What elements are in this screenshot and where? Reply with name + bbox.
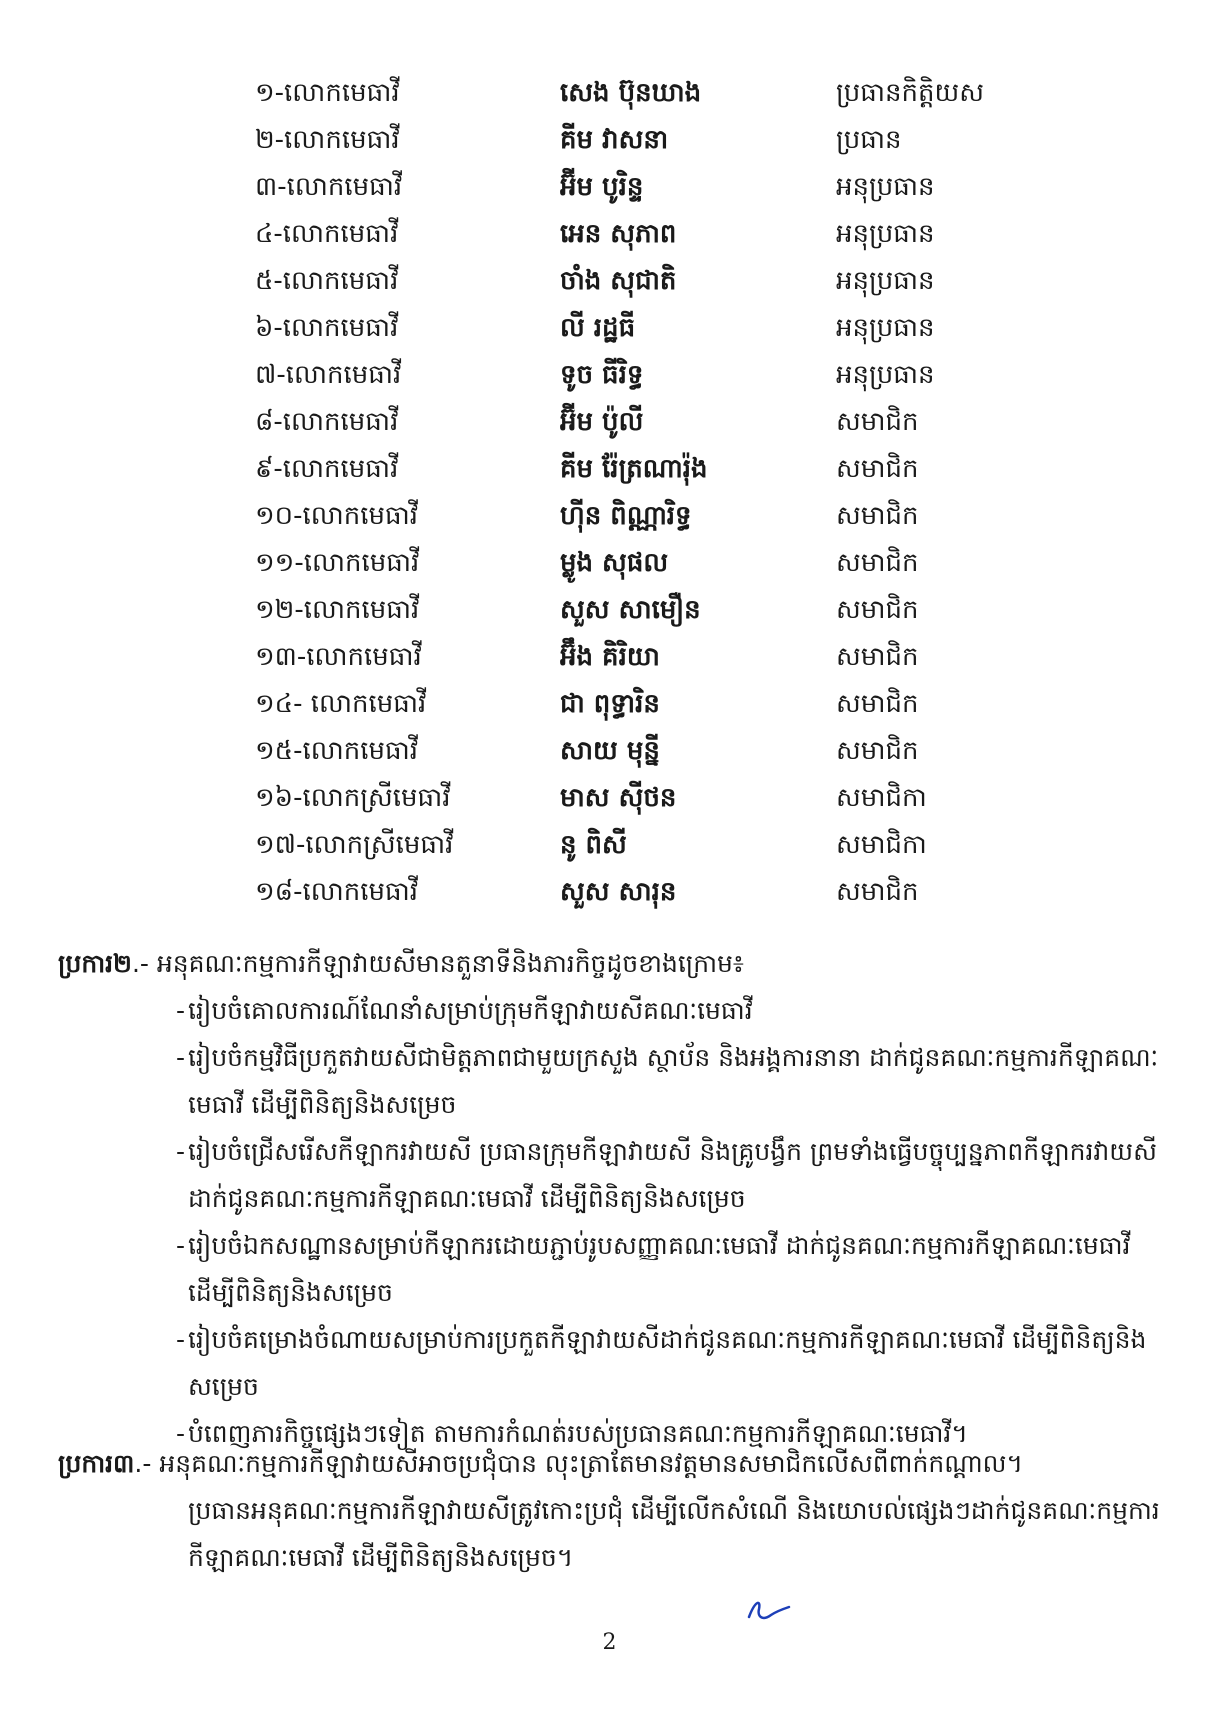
member-role: សមាជិក [836,689,919,719]
member-row [0,70,1219,117]
member-role: ប្រធានកិត្តិយស [836,78,985,108]
bullet-dash: - [176,1137,186,1166]
member-row [0,634,1219,681]
article-3-body: ប្រធានអនុគណៈកម្មការកីឡាវាយសីត្រូវកោះប្រជុំ ដើម្បីលើកសំណើ និងយោបល់ផ្សេងៗដាក់ជូនគណៈកម្មការកីឡាគណៈមេធាវី ដើម្បីពិនិត្យនិងសម្រេច។ [188,1496,1160,1572]
bullet-dash: - [176,1419,186,1448]
member-role: សមាជិកា [836,783,927,813]
member-number: ១០-លោកមេធាវី [255,501,418,531]
list-item [58,1034,1168,1128]
member-row [0,446,1219,493]
member-role: អនុប្រធាន [836,360,935,390]
member-role: អនុប្រធាន [836,219,935,249]
member-row [0,305,1219,352]
member-name: ចាំង សុជាតិ [560,266,677,296]
member-role: អនុប្រធាន [836,266,935,296]
member-number: ៤-លោកមេធាវី [255,219,399,249]
member-role: សមាជិក [836,736,919,766]
member-number: ១៧-លោកស្រីមេធាវី [255,830,454,860]
member-name: នូ ពិសី [560,830,627,860]
bullet-dash: - [176,1325,186,1354]
member-row [0,117,1219,164]
member-name: អ៊ឹង គិរិយា [560,642,660,672]
member-name: គីម រ៉ែត្រណារ៉ុង [560,454,708,484]
member-name: សួស សារុន [560,877,677,907]
member-number: ៨-លោកមេធាវី [255,407,399,437]
list-item-text: បំពេញភារកិច្ចផ្សេងៗទៀត តាមការកំណត់របស់ប្រធានគណៈកម្មការកីឡាគណៈមេធាវី។ [188,1419,968,1448]
article-3-label: ប្រការ៣ [58,1449,135,1478]
member-number: ១២-លោកមេធាវី [255,595,420,625]
member-role: សមាជិក [836,642,919,672]
member-name: ហ៊ីន ពិណ្ណារិទ្ធ [560,501,692,531]
list-item-text: រៀបចំគោលការណ៍ណែនាំសម្រាប់ក្រុមកីឡាវាយសីគណៈមេធាវី [188,996,753,1025]
list-item-text: រៀបចំគម្រោងចំណាយសម្រាប់ការប្រកួតកីឡាវាយសីដាក់ជូនគណៈកម្មការកីឡាគណៈមេធាវី ដើម្បីពិនិត្យនិងសម្រេច [188,1325,1147,1401]
handwritten-initial [745,1595,793,1625]
member-name: អេន សុភាព [560,219,677,249]
article-3-heading [58,1440,1168,1487]
member-name: លី រដ្ឋធី [560,313,636,343]
bullet-dash: - [176,1231,186,1260]
article-2-heading [58,940,1168,987]
article-3 [58,1440,1168,1581]
article-2-label: ប្រការ២ [58,949,132,978]
member-row [0,681,1219,728]
member-number: ៩-លោកមេធាវី [255,454,399,484]
list-item-text: រៀបចំកម្មវិធីប្រកួតវាយសីជាមិត្តភាពជាមួយក្រសួង ស្ថាប័ន និងអង្គការនានា ដាក់ជូនគណៈកម្មការកីឡាគណៈមេធាវី ដើម្បីពិនិត្យនិងសម្រេច [188,1043,1159,1119]
member-role: សមាជិក [836,595,919,625]
list-item [58,1316,1168,1410]
article-3-intro: អនុគណៈកម្មការកីឡាវាយសីអាចប្រជុំបាន លុះត្រាតែមានវត្តមានសមាជិកលើសពីពាក់កណ្តាល។ [159,1449,1023,1478]
member-role: សមាជិក [836,877,919,907]
member-name: ទូច ធីរិទ្ធ [560,360,644,390]
bullet-dash: - [176,996,186,1025]
member-name: សាយ មុន្នី [560,736,660,766]
member-role: សមាជិក [836,548,919,578]
member-row [0,211,1219,258]
member-number: ១-លោកមេធាវី [255,78,400,108]
article-3-separator: .- [134,1449,160,1478]
member-number: ១១-លោកមេធាវី [255,548,420,578]
bullet-dash: - [176,1043,186,1072]
article-2-intro: អនុគណៈកម្មការកីឡាវាយសីមានតួនាទីនិងភារកិច្ចដូចខាងក្រោម៖ [156,949,744,978]
member-number: ១៦-លោកស្រីមេធាវី [255,783,451,813]
member-name: ម្លូង សុផល [560,548,669,578]
article-2-separator: .- [131,949,157,978]
member-number: ២-លោកមេធាវី [255,125,400,155]
member-row [0,869,1219,916]
member-name: សេង ប៊ុនឃាង [560,78,702,108]
member-number: ១៨-លោកមេធាវី [255,877,418,907]
member-name: គីម វាសនា [560,125,669,155]
member-row [0,587,1219,634]
member-number: ៣-លោកមេធាវី [255,172,403,202]
member-role: អនុប្រធាន [836,313,935,343]
member-role: សមាជិក [836,454,919,484]
member-number: ១៤- លោកមេធាវី [255,689,427,719]
member-number: ១៣-លោកមេធាវី [255,642,422,672]
member-row [0,493,1219,540]
article-2-duties [58,987,1168,1457]
member-role: សមាជិក [836,407,919,437]
member-row [0,822,1219,869]
member-name: អ៊ីម បូរិន្ទ [560,172,644,202]
member-row [0,399,1219,446]
member-name: មាស ស៊ីថន [560,783,677,813]
member-row [0,728,1219,775]
member-row [0,352,1219,399]
member-row [0,164,1219,211]
member-row [0,775,1219,822]
member-row [0,540,1219,587]
member-list [0,70,1219,916]
member-number: ៥-លោកមេធាវី [255,266,399,296]
list-item [58,1222,1168,1316]
member-number: ៧-លោកមេធាវី [255,360,402,390]
member-name: ជា ពុទ្ធារិន [560,689,660,719]
member-role: សមាជិកា [836,830,927,860]
member-number: ៦-លោកមេធាវី [255,313,399,343]
member-role: អនុប្រធាន [836,172,935,202]
article-2 [58,940,1168,1457]
list-item-text: រៀបចំឯកសណ្ឋានសម្រាប់កីឡាករដោយភ្ជាប់រូបសញ្ញាគណៈមេធាវី ដាក់ជូនគណៈកម្មការកីឡាគណៈមេធាវី ដើម្បីពិនិត្យនិងសម្រេច [188,1231,1131,1307]
member-number: ១៥-លោកមេធាវី [255,736,418,766]
member-row [0,258,1219,305]
member-role: ប្រធាន [836,125,902,155]
list-item [58,987,1168,1034]
member-name: អ៊ីម ប៉ូលី [560,407,644,437]
member-role: សមាជិក [836,501,919,531]
list-item-text: រៀបចំជ្រើសរើសកីឡាករវាយសី ប្រធានក្រុមកីឡាវាយសី និងគ្រូបង្វឹក ព្រមទាំងធ្វើបច្ចុប្បន្នភាពកីឡាករវាយសី ដាក់ជូនគណៈកម្មការកីឡាគណៈមេធាវី ដើម្បីពិនិត្យនិងសម្រេច [188,1137,1157,1213]
page-number: 2 [602,1630,617,1655]
member-name: សួស សាមឿន [560,595,701,625]
list-item [58,1128,1168,1222]
